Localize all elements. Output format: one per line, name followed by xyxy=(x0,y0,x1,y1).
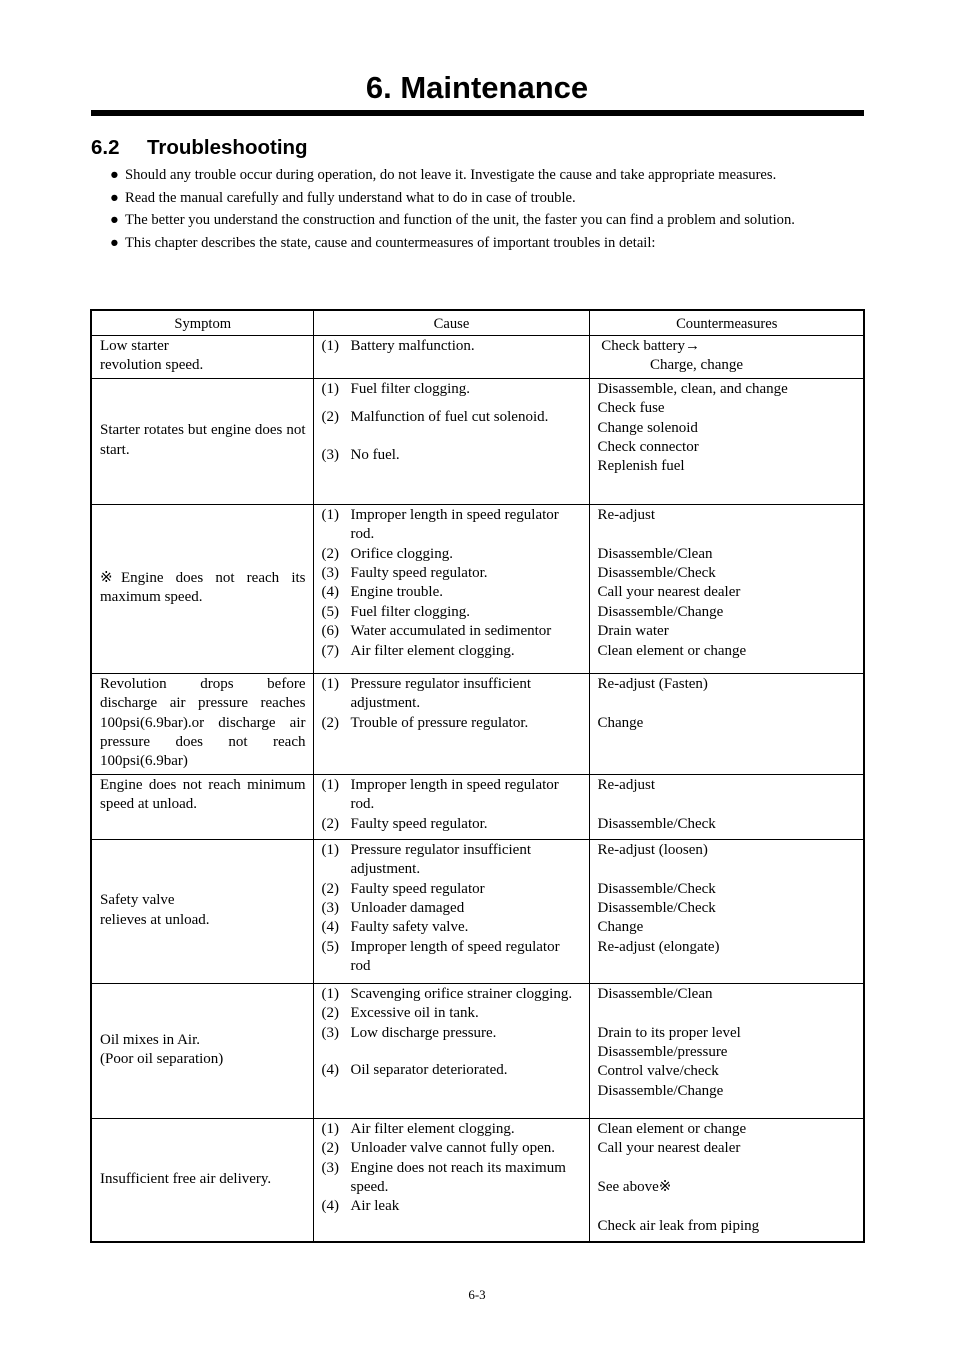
countermeasure-item: Drain to its proper level xyxy=(597,1024,741,1041)
cause-number xyxy=(322,1043,351,1052)
symptom-cell xyxy=(91,1118,313,1242)
cause-number: (2) xyxy=(321,880,339,897)
countermeasure-item: Change solenoid xyxy=(597,419,698,436)
table-row xyxy=(91,983,864,1118)
cause-item xyxy=(322,583,582,602)
cause-cell xyxy=(313,1118,589,1242)
cause-number: (4) xyxy=(321,919,339,936)
countermeasure-item: Change xyxy=(597,714,644,731)
cause-item xyxy=(322,622,582,641)
cause-number: (4) xyxy=(321,584,339,601)
cause-text: Air filter element clogging. xyxy=(350,642,515,659)
symptom-cell xyxy=(91,983,313,1118)
symptom-cell xyxy=(91,774,313,839)
bullet-dot-icon: ● xyxy=(110,167,119,183)
cause-item xyxy=(322,337,582,356)
cause-item xyxy=(322,918,582,937)
cause-cell xyxy=(313,673,589,774)
cause-number: (3) xyxy=(321,900,339,917)
countermeasure-item: Check air leak from piping xyxy=(597,1217,760,1234)
cause-text: Battery malfunction. xyxy=(350,338,475,354)
cause-item xyxy=(322,938,582,977)
countermeasure-item: Call your nearest dealer xyxy=(597,1140,741,1157)
cause-number: (5) xyxy=(321,938,339,955)
countermeasure-item xyxy=(598,1004,857,1023)
cause-number: (2) xyxy=(321,714,339,731)
symptom-text: Oil mixes in Air. (Poor oil separation) xyxy=(100,1031,224,1068)
cause-item xyxy=(322,1061,582,1080)
cause-item xyxy=(322,1197,582,1216)
table-row xyxy=(91,336,864,379)
cause-item xyxy=(322,675,582,714)
cause-item xyxy=(322,506,582,545)
cause-text xyxy=(351,1043,582,1052)
table-row xyxy=(91,839,864,983)
table-row xyxy=(91,1118,864,1242)
table-row xyxy=(91,378,864,504)
cause-cell xyxy=(313,378,589,504)
cause-text: Oil separator deteriorated. xyxy=(350,1062,508,1079)
cause-number: (3) xyxy=(321,1159,339,1176)
cause-item xyxy=(322,1004,582,1023)
cause-number: (2) xyxy=(321,815,339,832)
header-countermeasures: Countermeasures xyxy=(589,310,864,336)
cause-text: Fuel filter clogging. xyxy=(350,603,471,620)
cause-number: (1) xyxy=(321,985,339,1002)
bullet-dot-icon: ● xyxy=(110,212,119,228)
cause-text: Faulty speed regulator. xyxy=(350,815,488,832)
countermeasure-cell xyxy=(589,673,864,774)
countermeasure-item xyxy=(598,694,857,713)
countermeasure-item: Disassemble/Check xyxy=(597,900,716,917)
section-number: 6.2 xyxy=(91,136,120,159)
cause-cell xyxy=(313,336,589,379)
cause-text: Pressure regulator insufficient adjustment. xyxy=(350,841,532,878)
countermeasure-item: Re-adjust (Fasten) xyxy=(597,675,708,692)
cause-number: (2) xyxy=(321,1005,339,1022)
page-number: 6-3 xyxy=(468,1287,486,1302)
cause-number: (1) xyxy=(321,338,339,354)
cause-item xyxy=(322,985,582,1004)
countermeasure-cell xyxy=(589,983,864,1118)
countermeasure-cell xyxy=(589,774,864,839)
cause-number: (4) xyxy=(321,1198,339,1215)
cause-number: (3) xyxy=(321,565,339,582)
cause-text: Pressure regulator insufficient adjustment. xyxy=(350,675,532,712)
symptom-text: Engine does not reach minimum speed at unload. xyxy=(100,776,306,813)
header-symptom: Symptom xyxy=(91,310,313,336)
cause-item xyxy=(322,899,582,918)
countermeasure-item: Replenish fuel xyxy=(597,458,685,475)
cause-item xyxy=(322,545,582,564)
cause-item xyxy=(322,1120,582,1139)
countermeasure-item: Check connector xyxy=(597,439,699,456)
cause-item xyxy=(322,428,582,437)
countermeasure-cell xyxy=(589,504,864,673)
section-title xyxy=(91,136,308,160)
countermeasure-cell xyxy=(589,336,864,379)
cause-cell xyxy=(313,839,589,983)
cause-number: (1) xyxy=(321,506,339,523)
cause-text: Air filter element clogging. xyxy=(350,1120,515,1137)
cause-number: (6) xyxy=(321,623,339,640)
cause-item xyxy=(322,564,582,583)
cause-item xyxy=(322,1052,582,1061)
countermeasure-item: Control valve/check xyxy=(597,1063,719,1080)
cause-text xyxy=(351,437,582,446)
cause-item xyxy=(322,815,582,834)
cause-number xyxy=(322,1052,351,1061)
chapter-title: 6. Maintenance xyxy=(365,70,589,105)
bullet-item: ● Read the manual carefully and fully understand what to do in case of trouble. xyxy=(110,187,850,210)
cause-text: Engine trouble. xyxy=(350,584,443,601)
table-body xyxy=(91,336,864,1243)
cause-item xyxy=(322,1159,582,1198)
table-header-row xyxy=(91,310,864,336)
intro-bullet-list xyxy=(110,164,850,254)
cause-number: (1) xyxy=(321,675,339,692)
cause-text: Faulty speed regulator xyxy=(350,880,485,897)
cause-number: (2) xyxy=(321,545,339,562)
symptom-text: Insufficient free air delivery. xyxy=(100,1170,272,1187)
cause-text: Improper length of speed regulator rod xyxy=(350,938,560,975)
cause-number: (4) xyxy=(321,1062,339,1079)
countermeasure-cell xyxy=(589,839,864,983)
countermeasure-item: Disassemble/Clean xyxy=(597,985,713,1002)
countermeasure-item: Re-adjust xyxy=(597,506,655,523)
cause-item xyxy=(322,841,582,880)
cause-text: Scavenging orifice strainer clogging. xyxy=(350,985,573,1002)
bullet-item: ● This chapter describes the state, cause and countermeasures of important troubles in detail: xyxy=(110,232,850,255)
symptom-text: Starter rotates but engine does not start. xyxy=(100,422,306,458)
countermeasure-item: Call your nearest dealer xyxy=(597,584,741,601)
cause-item xyxy=(322,446,582,465)
symptom-text: Safety valve relieves at unload. xyxy=(100,892,210,928)
cause-item xyxy=(322,408,582,427)
cause-text xyxy=(351,428,582,437)
symptom-text: Low starter revolution speed. xyxy=(100,338,204,374)
bullet-item: ● Should any trouble occur during operation, do not leave it. Investigate the cause and take appropriate measures. xyxy=(110,164,850,187)
countermeasure-cell xyxy=(589,1118,864,1242)
symptom-text: Revolution drops before discharge air pressure reaches 100psi(6.9bar).or discharge air pressure does not reach 100psi(6.9bar) xyxy=(100,675,306,770)
symptom-cell xyxy=(91,336,313,379)
symptom-cell xyxy=(91,378,313,504)
countermeasure-item xyxy=(598,525,857,544)
countermeasure-item: Check fuse xyxy=(597,400,665,417)
cause-cell xyxy=(313,504,589,673)
symptom-cell xyxy=(91,673,313,774)
cause-number xyxy=(322,428,351,437)
cause-item xyxy=(322,714,582,733)
cause-text: Fuel filter clogging. xyxy=(350,380,471,397)
table-row xyxy=(91,504,864,673)
symptom-text: ※Engine does not reach its maximum speed. xyxy=(100,569,306,606)
cause-number: (1) xyxy=(321,776,339,793)
cause-item xyxy=(322,437,582,446)
cause-item xyxy=(322,603,582,622)
cause-text: Orifice clogging. xyxy=(350,545,453,562)
countermeasure-item: Disassemble/Change xyxy=(597,603,724,620)
cause-text xyxy=(351,1052,582,1061)
countermeasure-item: Charge, change xyxy=(597,357,744,374)
bullet-dot-icon: ● xyxy=(110,234,119,251)
countermeasure-item: Disassemble/Check xyxy=(597,880,716,897)
countermeasure-cell xyxy=(589,378,864,504)
cause-number: (3) xyxy=(321,446,339,463)
countermeasure-item: Re-adjust xyxy=(597,776,655,793)
bullet-item: ● The better you understand the construction and function of the unit, the faster you can find a problem and solution. xyxy=(110,209,850,232)
cause-number: (1) xyxy=(321,841,339,858)
cause-number: (5) xyxy=(321,603,339,620)
cause-text: No fuel. xyxy=(350,446,400,463)
cause-text: Low discharge pressure. xyxy=(350,1024,497,1041)
title-rule xyxy=(91,110,864,116)
countermeasure-item: Check battery→ xyxy=(597,338,700,354)
countermeasure-item xyxy=(598,1159,857,1178)
countermeasure-item xyxy=(598,1197,857,1216)
cause-number: (2) xyxy=(321,1140,339,1157)
countermeasure-item: Disassemble/Change xyxy=(597,1082,724,1099)
troubleshooting-table xyxy=(90,309,865,1243)
cause-item xyxy=(322,642,582,661)
cause-number xyxy=(322,437,351,446)
cause-number: (2) xyxy=(321,409,339,426)
cause-item xyxy=(322,1043,582,1052)
cause-text xyxy=(351,399,582,408)
countermeasure-item: Re-adjust (elongate) xyxy=(597,938,720,955)
countermeasure-item: Clean element or change xyxy=(597,1120,747,1137)
cause-item xyxy=(322,1024,582,1043)
cause-text: Improper length in speed regulator rod. xyxy=(350,506,559,543)
cause-number: (1) xyxy=(321,1120,339,1137)
table-row xyxy=(91,673,864,774)
cause-number xyxy=(322,399,351,408)
cause-text: Faulty speed regulator. xyxy=(350,565,488,582)
section-heading: Troubleshooting xyxy=(147,136,308,159)
cause-text: Faulty safety valve. xyxy=(350,919,469,936)
countermeasure-item: Disassemble/Clean xyxy=(597,545,713,562)
countermeasure-item: Disassemble, clean, and change xyxy=(597,380,788,397)
symptom-cell xyxy=(91,839,313,983)
countermeasure-item: Clean element or change xyxy=(597,642,747,659)
cause-text: Malfunction of fuel cut solenoid. xyxy=(350,409,549,426)
cause-text: Water accumulated in sedimentor xyxy=(350,623,552,640)
cause-item xyxy=(322,880,582,899)
countermeasure-item: Disassemble/Check xyxy=(597,565,716,582)
cause-number: (3) xyxy=(321,1024,339,1041)
header-cause: Cause xyxy=(313,310,589,336)
cause-text: Unloader damaged xyxy=(350,900,465,917)
cause-cell xyxy=(313,983,589,1118)
table-row xyxy=(91,774,864,839)
cause-text: Engine does not reach its maximum speed. xyxy=(350,1159,566,1196)
countermeasure-item: Disassemble/pressure xyxy=(597,1044,728,1061)
cause-text: Unloader valve cannot fully open. xyxy=(350,1140,556,1157)
cause-number: (7) xyxy=(321,642,339,659)
cause-item xyxy=(322,380,582,399)
cause-item xyxy=(322,776,582,815)
cause-item xyxy=(322,399,582,408)
countermeasure-item xyxy=(598,860,857,879)
countermeasure-item xyxy=(598,795,857,814)
cause-text: Improper length in speed regulator rod. xyxy=(350,776,559,813)
countermeasure-item: Disassemble/Check xyxy=(597,815,716,832)
cause-text: Air leak xyxy=(350,1198,400,1215)
symptom-cell xyxy=(91,504,313,673)
cause-text: Excessive oil in tank. xyxy=(350,1005,479,1022)
cause-number: (1) xyxy=(321,380,339,397)
countermeasure-item: Drain water xyxy=(597,623,669,640)
cause-item xyxy=(322,1139,582,1158)
bullet-dot-icon: ● xyxy=(110,189,119,206)
countermeasure-item: See above※ xyxy=(597,1179,672,1196)
countermeasure-item: Change xyxy=(597,919,644,936)
countermeasure-item: Re-adjust (loosen) xyxy=(597,841,708,858)
cause-cell xyxy=(313,774,589,839)
cause-text: Trouble of pressure regulator. xyxy=(350,714,529,731)
